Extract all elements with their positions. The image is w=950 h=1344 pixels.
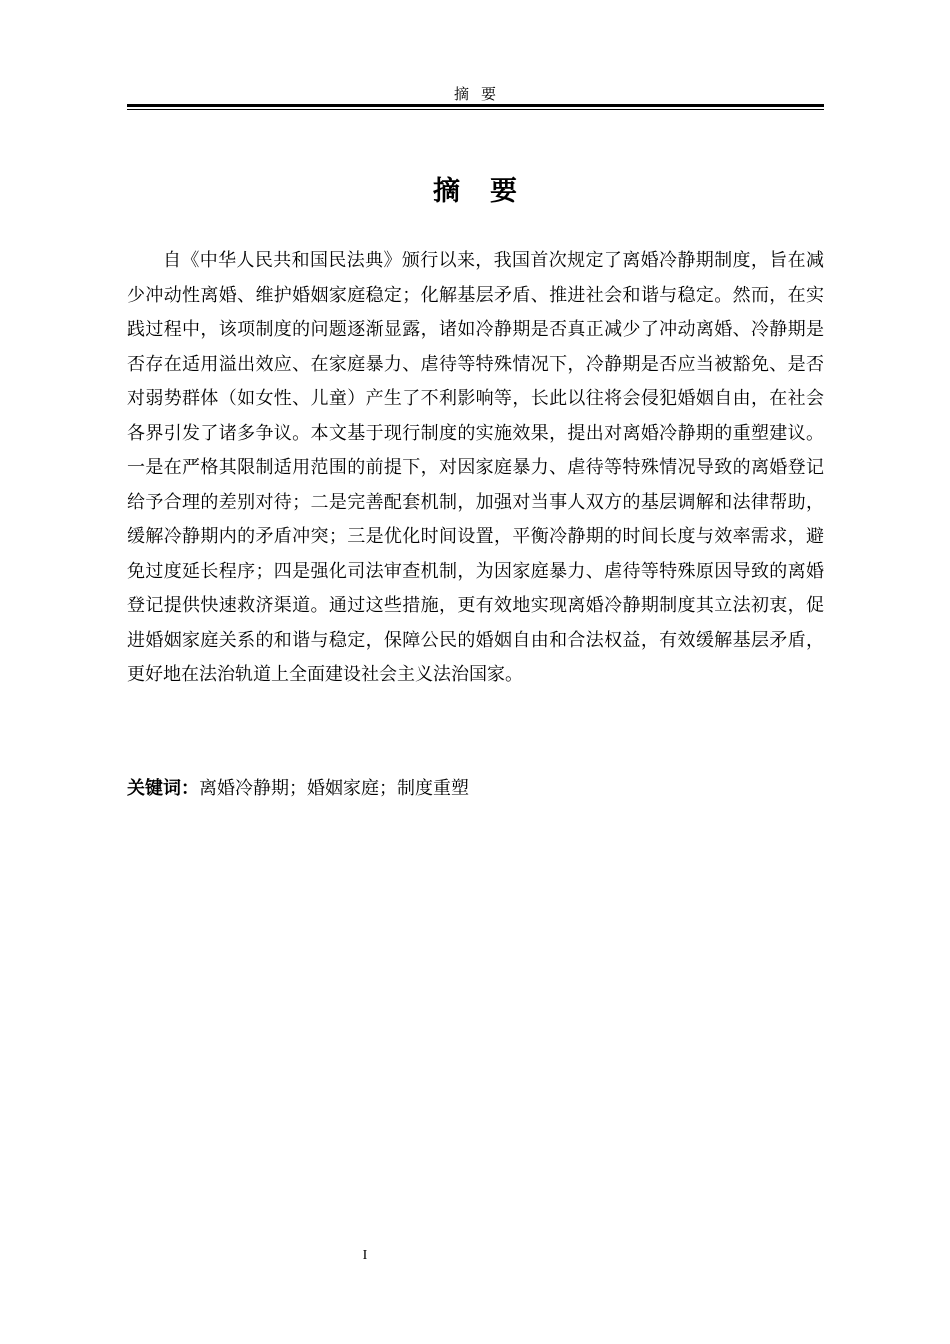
- running-header: 摘要: [453, 85, 508, 103]
- keywords-line: [127, 772, 824, 806]
- page-number: I: [362, 1248, 368, 1263]
- keywords-value: 离婚冷静期；婚姻家庭；制度重塑: [199, 778, 469, 799]
- header-rule-thin: [127, 109, 824, 110]
- abstract-paragraph: 自《中华人民共和国民法典》颁行以来，我国首次规定了离婚冷静期制度，旨在减少冲动性离婚、维护婚姻家庭稳定；化解基层矛盾、推进社会和谐与稳定。然而，在实践过程中，该项制度的问题逐渐显露，诸如冷静期是否真正减少了冲动离婚、冷静期是否存在适用溢出效应、在家庭暴力、虐待等特殊情况下，冷静期是否应当被豁免、是否对弱势群体（如女性、儿童）产生了不利影响等，长此以往将会侵犯婚姻自由，在社会各界引发了诸多争议。本文基于现行制度的实施效果，提出对离婚冷静期的重塑建议。一是在严格其限制适用范围的前提下，对因家庭暴力、虐待等特殊情况导致的离婚登记给予合理的差别对待；二是完善配套机制，加强对当事人双方的基层调解和法律帮助，缓解冷静期内的矛盾冲突；三是优化时间设置，平衡冷静期的时间长度与效率需求，避免过度延长程序；四是强化司法审查机制，为因家庭暴力、虐待等特殊原因导致的离婚登记提供快速救济渠道。通过这些措施，更有效地实现离婚冷静期制度其立法初衷，促进婚姻家庭关系的和谐与稳定，保障公民的婚姻自由和合法权益，有效缓解基层矛盾，更好地在法治轨道上全面建设社会主义法治国家。: [127, 250, 824, 685]
- header-rule-thick: [127, 104, 824, 107]
- page-title: 摘要: [433, 176, 547, 207]
- keywords-label: 关键词：: [127, 778, 199, 799]
